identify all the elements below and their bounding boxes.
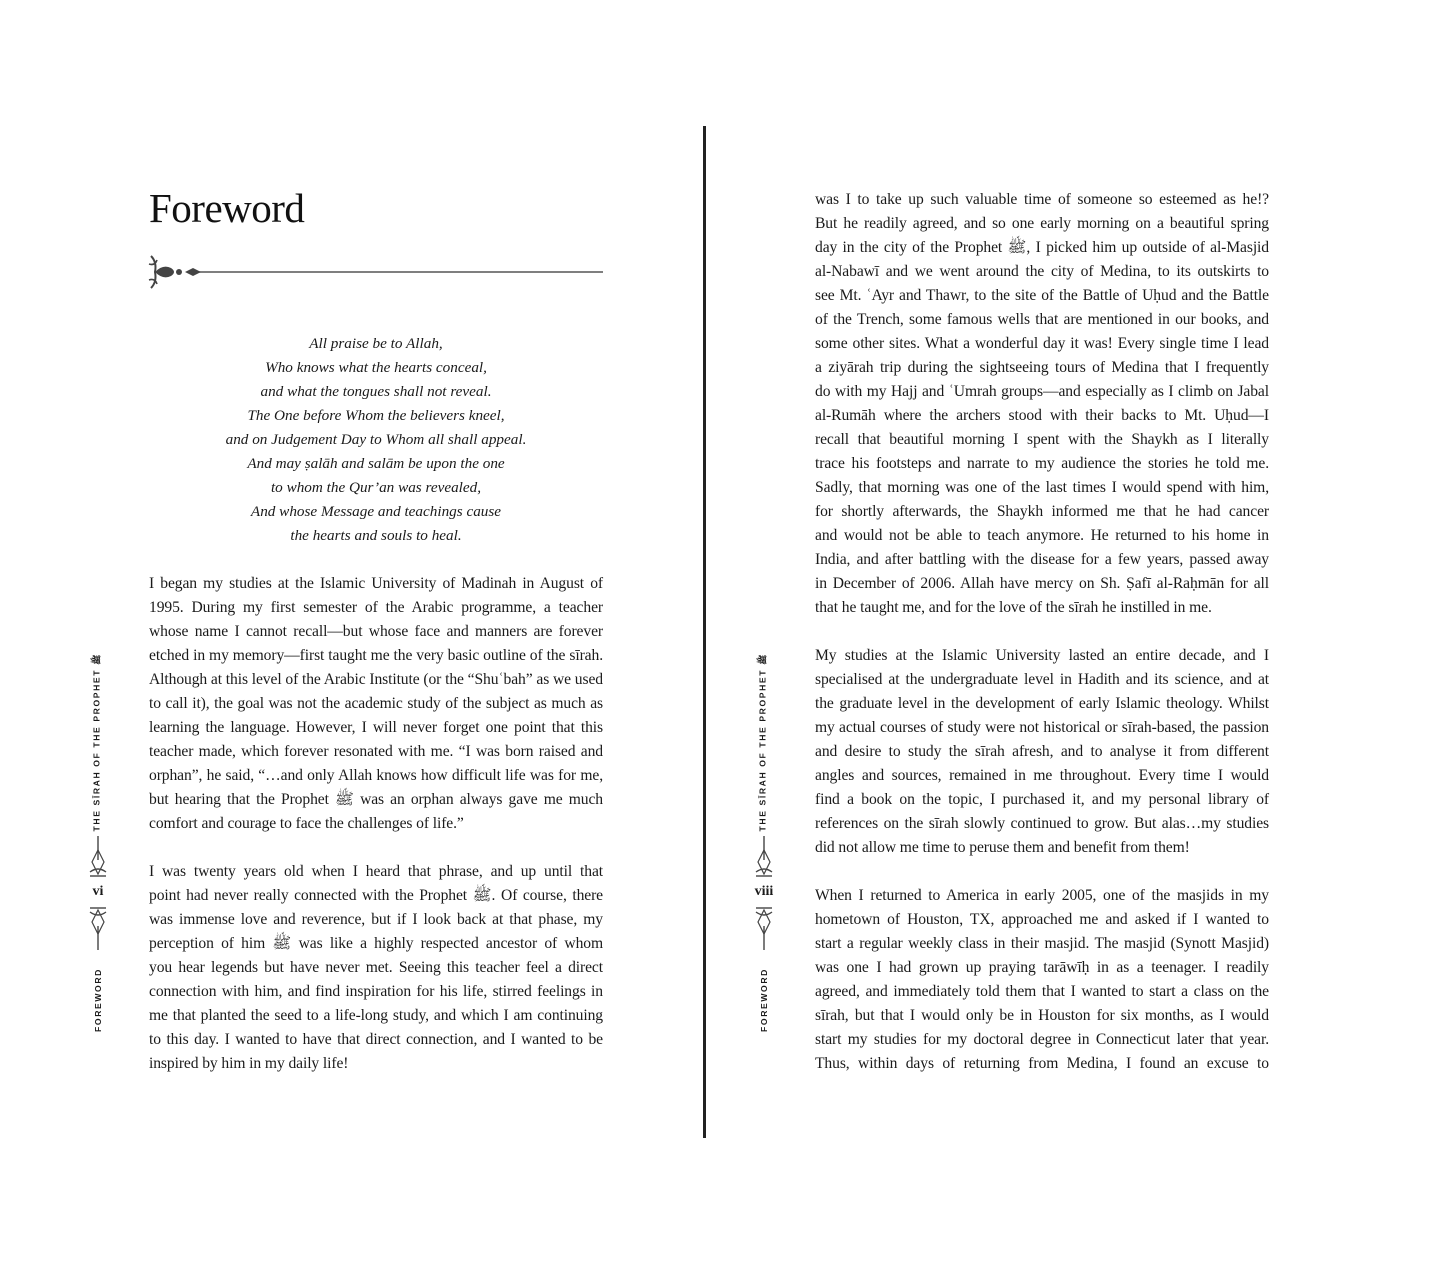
body-paragraph bbox=[815, 884, 1269, 1076]
running-head-text: THE SĪRAH OF THE PROPHET ﷺ bbox=[757, 654, 768, 832]
text-line: that he taught me, and for the love of the sīrah he instilled in me. bbox=[815, 599, 1212, 616]
text-line: start a regular weekly class in their masjid. The masjid (Synott Masjid) bbox=[815, 935, 1269, 952]
text-line: but hearing that the Prophet ﷺ was an orphan always gave me much bbox=[149, 791, 603, 808]
body-paragraph bbox=[815, 188, 1269, 620]
text-line: India, and after battling with the disease for a few years, passed away bbox=[815, 551, 1269, 568]
text-line: My studies at the Islamic University lasted an entire decade, and I bbox=[815, 647, 1269, 664]
text-line: was I to take up such valuable time of someone so esteemed as he!? bbox=[815, 191, 1269, 208]
text-line: comfort and courage to face the challenges of life.” bbox=[149, 815, 464, 832]
text-line: a ziyārah trip during the sightseeing tours of Medina that I frequently bbox=[815, 359, 1269, 376]
title-flourish-ornament bbox=[145, 250, 605, 294]
text-line: to this day. I wanted to have that direct connection, and I wanted to be bbox=[149, 1031, 603, 1048]
text-line: sīrah, but that I would only be in Houston for six months, as I would bbox=[815, 1007, 1269, 1024]
poem-line: the hearts and souls to heal. bbox=[290, 527, 462, 544]
text-line: see Mt. ʿAyr and Thawr, to the site of the Battle of Uḥud and the Battle bbox=[815, 287, 1269, 304]
text-line: whose name I cannot recall—but whose face and manners are forever bbox=[149, 623, 603, 640]
text-line: I began my studies at the Islamic University of Madinah in August of bbox=[149, 575, 603, 592]
poem-line: Who knows what the hearts conceal, bbox=[265, 359, 487, 376]
text-line: teacher made, which forever resonated with me. “I was born raised and bbox=[149, 743, 603, 760]
poem-line: All praise be to Allah, bbox=[309, 335, 443, 352]
text-line: orphan”, he said, “…and only Allah knows how difficult life was for me, bbox=[149, 767, 603, 784]
running-foot-text: FOREWORD bbox=[93, 968, 103, 1032]
text-line: Sadly, that morning was one of the last times I would spend with him, bbox=[815, 479, 1269, 496]
text-line: did not allow me time to peruse them and benefit from them! bbox=[815, 839, 1190, 856]
body-paragraph bbox=[149, 572, 603, 836]
text-line: do with my Hajj and ʿUmrah groups—and especially as I climb on Jabal bbox=[815, 383, 1269, 400]
side-running-head bbox=[84, 640, 112, 1070]
text-line: of the Trench, some famous wells that are mentioned in our books, and bbox=[815, 311, 1269, 328]
text-line: Thus, within days of returning from Medina, I found an excuse to bbox=[815, 1055, 1269, 1072]
poem-line: And may ṣalāh and salām be upon the one bbox=[247, 455, 505, 472]
body-paragraph bbox=[815, 644, 1269, 860]
left-page bbox=[0, 0, 703, 1264]
text-line: you hear legends but have never met. Seeing this teacher feel a direct bbox=[149, 959, 603, 976]
poem-line: The One before Whom the believers kneel, bbox=[247, 407, 505, 424]
text-line: my actual courses of study were not historical or sīrah-based, the passion bbox=[815, 719, 1269, 736]
text-line: in December of 2006. Allah have mercy on Sh. Ṣafī al-Raḥmān for all bbox=[815, 575, 1269, 592]
text-line: the graduate level in the development of early Islamic theology. Whilst bbox=[815, 695, 1269, 712]
text-line: find a book on the topic, I purchased it, and my personal library of bbox=[815, 791, 1269, 808]
text-line: learning the language. However, I will never forget one point that this bbox=[149, 719, 603, 736]
text-line: and would not be able to teach anymore. He returned to his home in bbox=[815, 527, 1269, 544]
poem-line: And whose Message and teachings cause bbox=[250, 503, 502, 520]
running-foot-text: FOREWORD bbox=[759, 968, 769, 1032]
text-line: was one I had grown up praying tarāwīḥ in as a teenager. I readily bbox=[815, 959, 1269, 976]
running-head-label bbox=[89, 648, 107, 838]
folio-ornament-icon bbox=[88, 906, 108, 950]
text-line: 1995. During my first semester of the Arabic programme, a teacher bbox=[149, 599, 603, 616]
text-line: al-Rumāh where the archers stood with their backs to Mt. Uḥud—I bbox=[815, 407, 1269, 424]
text-line: references on the sīrah slowly continued to grow. But alas…my studies bbox=[815, 815, 1269, 832]
text-line: etched in my memory—first taught me the very basic outline of the sīrah. bbox=[149, 647, 603, 664]
text-line: point had never really connected with the Prophet ﷺ. Of course, there bbox=[149, 887, 603, 904]
text-line: to call it), the goal was not the academic study of the subject as much as bbox=[149, 695, 603, 712]
text-line: some other sites. What a wonderful day it was! Every single time I lead bbox=[815, 335, 1269, 352]
text-line: and desire to study the sīrah afresh, and to analyse it from different bbox=[815, 743, 1269, 760]
text-line: Although at this level of the Arabic Institute (or the “Shuʿbah” as we used bbox=[149, 671, 603, 688]
poem-line: and on Judgement Day to Whom all shall appeal. bbox=[225, 431, 527, 448]
running-head-label bbox=[755, 648, 773, 838]
text-line: But he readily agreed, and so one early morning on a beautiful spring bbox=[815, 215, 1269, 232]
text-line: for shortly afterwards, the Shaykh informed me that he had cancer bbox=[815, 503, 1269, 520]
poem-line: to whom the Qur’an was revealed, bbox=[270, 479, 482, 496]
page-title: Foreword bbox=[149, 185, 305, 231]
text-line: me that planted the seed to a life-long study, and which I am continuing bbox=[149, 1007, 603, 1024]
text-line: day in the city of the Prophet ﷺ, I picked him up outside of al-Masjid bbox=[815, 239, 1269, 256]
text-line: specialised at the undergraduate level in Hadith and its science, and at bbox=[815, 671, 1269, 688]
page-number: vi bbox=[92, 884, 104, 899]
text-line: When I returned to America in early 2005, one of the masjids in my bbox=[815, 887, 1269, 904]
opening-poem bbox=[149, 332, 603, 548]
side-running-head bbox=[750, 640, 778, 1070]
text-line: I was twenty years old when I heard that phrase, and up until that bbox=[149, 863, 603, 880]
folio-ornament-icon bbox=[754, 906, 774, 950]
text-line: start my studies for my doctoral degree in Connecticut later that year. bbox=[815, 1031, 1269, 1048]
poem-line: and what the tongues shall not reveal. bbox=[260, 383, 492, 400]
running-foot-label bbox=[89, 960, 107, 1040]
body-paragraph bbox=[149, 860, 603, 1076]
text-line: al-Nabawī and we went around the city of Medina, to its outskirts to bbox=[815, 263, 1269, 280]
text-line: inspired by him in my daily life! bbox=[149, 1055, 349, 1072]
running-head-text: THE SĪRAH OF THE PROPHET ﷺ bbox=[91, 654, 102, 832]
running-foot-label bbox=[755, 960, 773, 1040]
folio-ornament-icon bbox=[754, 836, 774, 878]
text-line: recall that beautiful morning I spent with the Shaykh as I literally bbox=[815, 431, 1269, 448]
text-line: trace his footsteps and narrate to my audience the stories he told me. bbox=[815, 455, 1269, 472]
text-line: perception of him ﷺ was like a highly respected ancestor of whom bbox=[149, 935, 603, 952]
folio-ornament-icon bbox=[88, 836, 108, 878]
text-line: connection with him, and find inspiration for his life, stirred feelings in bbox=[149, 983, 603, 1000]
text-line: angles and sources, remained in me throughout. Every time I would bbox=[815, 767, 1269, 784]
text-line: agreed, and immediately told them that I wanted to start a class on the bbox=[815, 983, 1269, 1000]
page-number: viii bbox=[754, 884, 774, 899]
text-line: was immense love and reverence, but if I look back at that phase, my bbox=[149, 911, 603, 928]
text-line: hometown of Houston, TX, approached me and asked if I wanted to bbox=[815, 911, 1269, 928]
